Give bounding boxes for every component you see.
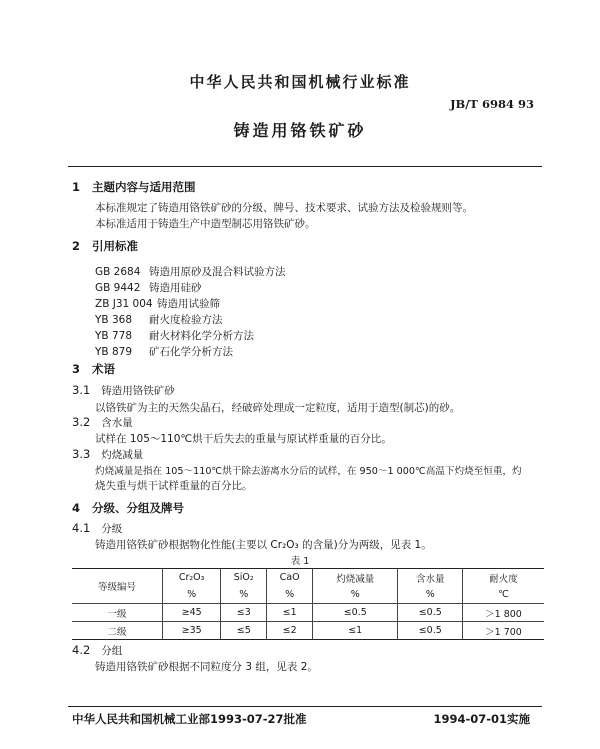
subsection-number: 4.1 bbox=[72, 521, 91, 535]
issuing-body-heading: 中华人民共和国机械行业标准 bbox=[189, 73, 411, 91]
table-1 bbox=[72, 568, 544, 640]
term-3-2-heading bbox=[72, 415, 133, 430]
paragraph: 本标准适用于铸造生产中造型制芯用铬铁矿砂。 bbox=[95, 218, 316, 230]
section-number: 2 bbox=[72, 239, 81, 253]
table-cell: ＞1 700 bbox=[463, 622, 544, 640]
section-2-heading bbox=[72, 238, 138, 254]
table-cell: ≤0.5 bbox=[398, 604, 463, 622]
section-title: 引用标准 bbox=[92, 239, 139, 253]
subsection-title: 分级 bbox=[101, 523, 123, 535]
table-header-cell: CaO bbox=[267, 569, 313, 587]
paragraph: 以铬铁矿为主的天然尖晶石，经破碎处理成一定粒度，适用于造型(制芯)的砂。 bbox=[95, 402, 461, 414]
section-title: 分级、分组及牌号 bbox=[92, 501, 185, 515]
section-number: 1 bbox=[72, 180, 81, 194]
table-cell: ≤5 bbox=[221, 622, 267, 640]
section-number: 3 bbox=[72, 362, 81, 376]
term-number: 3.1 bbox=[72, 383, 91, 397]
section-4-heading bbox=[72, 500, 184, 516]
table-cell: ≤0.5 bbox=[313, 604, 398, 622]
reference-item bbox=[95, 312, 223, 327]
term-3-3-heading bbox=[72, 447, 143, 462]
footer-divider bbox=[68, 706, 542, 707]
paragraph: 烧失重与烘干试样重量的百分比。 bbox=[95, 480, 253, 492]
reference-code: ZB J31 004 bbox=[95, 298, 153, 310]
table-header-row bbox=[72, 569, 544, 587]
table-header-cell: 耐火度 bbox=[463, 569, 544, 587]
reference-item bbox=[95, 344, 233, 359]
reference-item bbox=[95, 264, 286, 279]
subsection-4-1-heading bbox=[72, 521, 122, 536]
paragraph: 铸造用铬铁矿砂根据物化性能(主要以 Cr₂O₃ 的含量)分为两级，见表 1。 bbox=[95, 539, 432, 551]
reference-item bbox=[95, 280, 202, 295]
document-title: 铸造用铬铁矿砂 bbox=[233, 121, 367, 140]
term-3-1-heading bbox=[72, 383, 175, 398]
reference-name: 铸造用试验筛 bbox=[157, 298, 220, 310]
reference-code: YB 879 bbox=[95, 346, 132, 358]
term-number: 3.3 bbox=[72, 447, 91, 461]
table-unit-cell: % bbox=[398, 586, 463, 604]
table-cell: 二级 bbox=[72, 622, 163, 640]
table-cell: ≥45 bbox=[163, 604, 221, 622]
reference-item bbox=[95, 296, 220, 311]
table-header-cell: Cr₂O₃ bbox=[163, 569, 221, 587]
section-3-heading bbox=[72, 361, 115, 377]
reference-code: GB 2684 bbox=[95, 266, 141, 278]
reference-name: 耐火度检验方法 bbox=[149, 314, 223, 326]
table-unit-cell: % bbox=[313, 586, 398, 604]
header-divider bbox=[68, 166, 542, 167]
term-title: 铸造用铬铁矿砂 bbox=[101, 385, 175, 397]
table-cell: ＞1 800 bbox=[463, 604, 544, 622]
reference-code: YB 778 bbox=[95, 330, 132, 342]
reference-name: 铸造用原砂及混合料试验方法 bbox=[149, 266, 286, 278]
reference-code: YB 368 bbox=[95, 314, 132, 326]
paragraph: 灼烧减量是指在 105～110℃烘干除去游离水分后的试样，在 950～1 000℃高温下灼烧至恒重，灼 bbox=[95, 466, 522, 477]
subsection-4-2-heading bbox=[72, 643, 122, 658]
table-header-cell: 含水量 bbox=[398, 569, 463, 587]
paragraph: 铸造用铬铁矿砂根据不同粒度分 3 组，见表 2。 bbox=[95, 661, 318, 673]
table-cell: ≤1 bbox=[313, 622, 398, 640]
table-unit-cell: ℃ bbox=[463, 586, 544, 604]
paragraph: 本标准规定了铸造用铬铁矿砂的分级、牌号、技术要求、试验方法及检验规则等。 bbox=[95, 202, 473, 214]
table-cell: ≥35 bbox=[163, 622, 221, 640]
term-title: 含水量 bbox=[101, 417, 133, 429]
subsection-number: 4.2 bbox=[72, 643, 91, 657]
reference-name: 耐火材料化学分析方法 bbox=[149, 330, 254, 342]
table-header-cell: 灼烧减量 bbox=[313, 569, 398, 587]
table-cell: ≤3 bbox=[221, 604, 267, 622]
approval-statement: 中华人民共和国机械工业部1993-07-27批准 bbox=[72, 712, 307, 726]
table-caption: 表 1 bbox=[290, 556, 310, 567]
table-cell: ≤0.5 bbox=[398, 622, 463, 640]
term-title: 灼烧减量 bbox=[101, 449, 144, 461]
table-cell: ≤1 bbox=[267, 604, 313, 622]
section-1-heading bbox=[72, 179, 196, 195]
reference-code: GB 9442 bbox=[95, 282, 141, 294]
table-unit-cell: % bbox=[267, 586, 313, 604]
standard-code: JB/T 6984 93 bbox=[450, 97, 534, 111]
reference-name: 铸造用硅砂 bbox=[149, 282, 202, 294]
table-cell: 一级 bbox=[72, 604, 163, 622]
section-number: 4 bbox=[72, 501, 81, 515]
table-unit-cell: % bbox=[163, 586, 221, 604]
reference-name: 矿石化学分析方法 bbox=[149, 346, 233, 358]
paragraph: 试样在 105～110℃烘干后失去的重量与原试样重量的百分比。 bbox=[95, 433, 392, 445]
term-number: 3.2 bbox=[72, 415, 91, 429]
table-unit-cell: % bbox=[221, 586, 267, 604]
table-header-cell: SiO₂ bbox=[221, 569, 267, 587]
table-header-cell: 等级编号 bbox=[72, 569, 163, 604]
table-cell: ≤2 bbox=[267, 622, 313, 640]
subsection-title: 分组 bbox=[101, 645, 123, 657]
table-row bbox=[72, 622, 544, 640]
table-row bbox=[72, 604, 544, 622]
section-title: 主题内容与适用范围 bbox=[92, 180, 196, 194]
section-title: 术语 bbox=[92, 362, 116, 376]
implementation-date: 1994-07-01实施 bbox=[433, 712, 530, 726]
reference-item bbox=[95, 328, 254, 343]
